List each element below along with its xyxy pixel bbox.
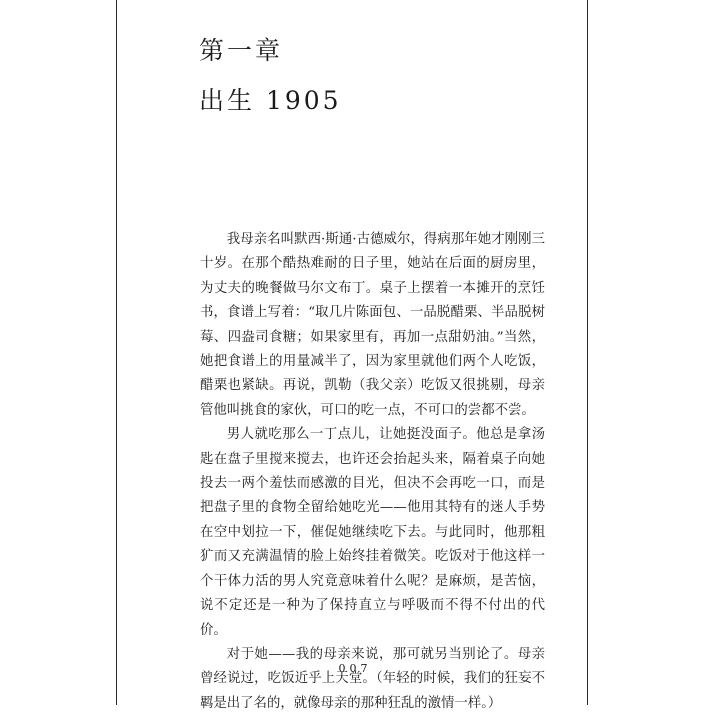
page-number: 007	[338, 662, 372, 675]
chapter-title: 出生 1905	[199, 86, 342, 115]
chapter-label: 第一章	[199, 36, 284, 65]
paragraph-3: 对于她——我的母亲来说，那可就另当别论了。母亲曾经说过，吃饭近乎上天堂。（年轻的时候，我们的狂妄不羁是出了名的，就像母亲的那种狂乱的激情一样。）	[200, 646, 545, 711]
paragraph-2: 男人就吃那么一丁点儿，让她挺没面子。他总是拿汤匙在盘子里搅来搅去，也许还会抬起头来，隔着桌子向她投去一两个羞怯而感激的目光，但决不会再吃一口，而是把盘子里的食物全留给她吃光——他用其特有的迷人手势在空中划拉一下，催促她继续吃下去。与此同时，他那粗犷而又充满温情的脸上始终挂着微笑。吃饭对于他这样一个干体力活的男人究竟意味着什么呢？是麻烦，是苦恼，说不定还是一种为了保持直立与呼吸而不得不付出的代价。	[200, 427, 545, 638]
body-text	[200, 228, 545, 716]
paragraph-1: 我母亲名叫默西·斯通·古德威尔，得病那年她才刚刚三十岁。在那个酷热难耐的日子里，她站在后面的厨房里，为丈夫的晚餐做马尔文布丁。桌子上摆着一本摊开的烹饪书，食谱上写着：“取几片陈面包、一品脱醋栗、半品脱树莓、四盎司食糖；如果家里有，再加一点甜奶油。”当然，她把食谱上的用量减半了，因为家里就他们两个人吃饭，醋栗也紧缺。再说，凯勒（我父亲）吃饭又很挑剔，母亲管他叫挑食的家伙，可口的吃一点，不可口的尝都不尝。	[200, 232, 545, 418]
